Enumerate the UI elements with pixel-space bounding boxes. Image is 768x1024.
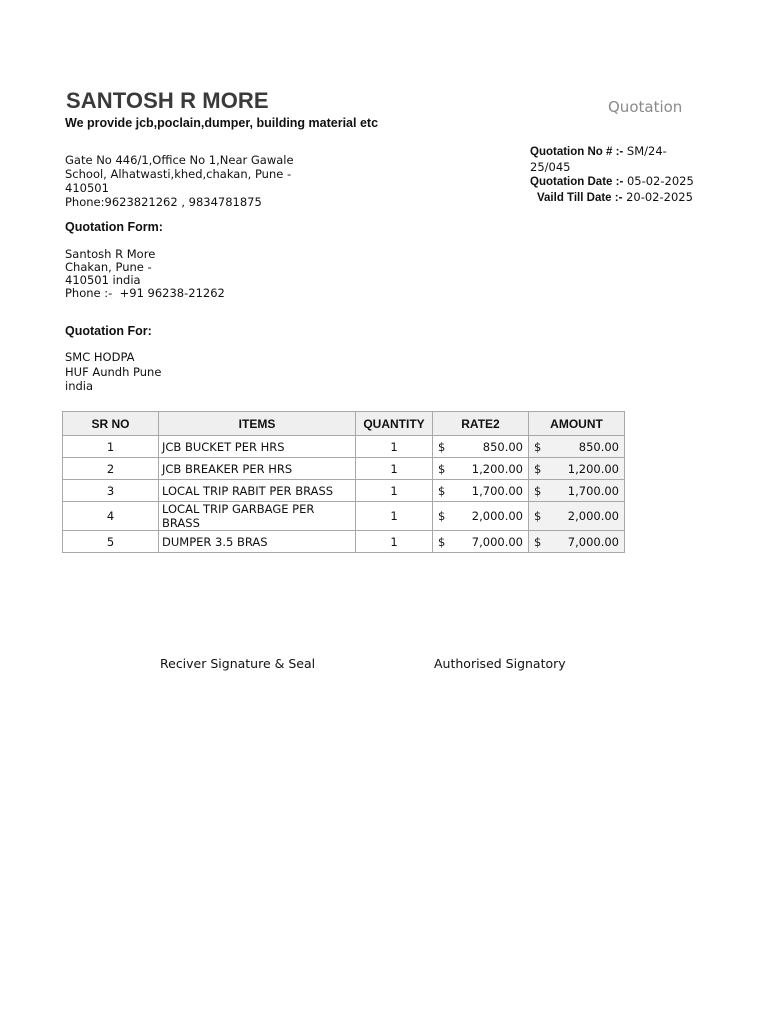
- rate-value: 1,200.00: [471, 461, 523, 476]
- amount-value: 1,700.00: [567, 483, 619, 498]
- table-row: [63, 531, 625, 553]
- rate-value: 850.00: [482, 439, 523, 454]
- col-header-sr-no: SR NO: [63, 412, 159, 436]
- cell-sr-no: 5: [63, 531, 159, 553]
- from-phone: Phone :- +91 96238-21262: [65, 286, 225, 300]
- cell-quantity: 1: [356, 480, 433, 502]
- currency-symbol: $: [438, 439, 446, 454]
- cell-quantity: 1: [356, 531, 433, 553]
- table-row: [63, 502, 625, 531]
- currency-symbol: $: [438, 483, 446, 498]
- cell-item: DUMPER 3.5 BRAS: [159, 531, 356, 553]
- rate-value: 7,000.00: [471, 534, 523, 549]
- address-line: 410501: [65, 181, 109, 195]
- table-header-row: [63, 412, 625, 436]
- currency-symbol: $: [438, 461, 446, 476]
- rate-value: 1,700.00: [471, 483, 523, 498]
- cell-amount: [529, 531, 625, 553]
- col-header-items: ITEMS: [159, 412, 356, 436]
- table-row: [63, 436, 625, 458]
- quotation-no-row: [530, 144, 700, 160]
- quotation-from-heading: Quotation Form:: [65, 220, 163, 234]
- quotation-date-value: 05-02-2025: [626, 174, 694, 188]
- cell-amount: [529, 458, 625, 480]
- currency-symbol: $: [534, 534, 542, 549]
- quotation-no-label: Quotation No # :-: [530, 146, 624, 158]
- cell-amount: [529, 502, 625, 531]
- cell-rate: [433, 502, 529, 531]
- cell-item: LOCAL TRIP GARBAGE PER BRASS: [159, 502, 356, 531]
- currency-symbol: $: [534, 461, 542, 476]
- cell-amount: [529, 436, 625, 458]
- cell-rate: [433, 531, 529, 553]
- col-header-amount: AMOUNT: [529, 412, 625, 436]
- for-line: india: [65, 379, 94, 393]
- currency-symbol: $: [438, 534, 446, 549]
- quotation-date-label: Quotation Date :-: [530, 176, 624, 188]
- from-line: Santosh R More: [65, 247, 156, 261]
- quotation-date-row: [530, 174, 700, 190]
- quotation-meta: [530, 144, 700, 205]
- cell-sr-no: 4: [63, 502, 159, 531]
- valid-till-value: 20-02-2025: [626, 189, 693, 204]
- amount-value: 2,000.00: [567, 509, 619, 523]
- cell-quantity: 1: [356, 502, 433, 531]
- cell-sr-no: 3: [63, 480, 159, 502]
- valid-till-row: [530, 190, 700, 206]
- amount-value: 7,000.00: [567, 534, 619, 549]
- table-row: [63, 458, 625, 480]
- quotation-no-value-cont: 25/045: [530, 159, 571, 174]
- cell-quantity: 1: [356, 436, 433, 458]
- valid-till-label: Vaild Till Date :-: [537, 191, 623, 204]
- amount-value: 1,200.00: [567, 461, 619, 476]
- cell-sr-no: 1: [63, 436, 159, 458]
- from-line: 410501 india: [65, 273, 141, 287]
- cell-item: JCB BREAKER PER HRS: [159, 458, 356, 480]
- currency-symbol: $: [534, 439, 542, 454]
- quotation-no-value: SM/24-: [626, 144, 667, 158]
- currency-symbol: $: [534, 483, 542, 498]
- for-line: HUF Aundh Pune: [65, 364, 162, 379]
- col-header-quantity: QUANTITY: [356, 412, 433, 436]
- company-name: SANTOSH R MORE: [66, 88, 269, 113]
- address-phone: Phone:9623821262 , 9834781875: [65, 195, 262, 209]
- quotation-for-block: [65, 350, 161, 394]
- amount-value: 850.00: [578, 439, 619, 454]
- cell-item: LOCAL TRIP RABIT PER BRASS: [159, 480, 356, 502]
- address-line: Gate No 446/1,Office No 1,Near Gawale: [65, 153, 294, 167]
- cell-rate: [433, 480, 529, 502]
- receiver-signature-label: Reciver Signature & Seal: [160, 656, 316, 671]
- currency-symbol: $: [438, 509, 446, 523]
- items-table: [62, 411, 625, 553]
- for-line: SMC HODPA: [65, 350, 135, 364]
- cell-item: JCB BUCKET PER HRS: [159, 436, 356, 458]
- document-title: Quotation: [608, 98, 683, 116]
- quotation-from-block: [65, 248, 225, 300]
- cell-rate: [433, 458, 529, 480]
- table-row: [63, 480, 625, 502]
- from-line: Chakan, Pune -: [65, 260, 152, 274]
- cell-amount: [529, 480, 625, 502]
- rate-value: 2,000.00: [471, 509, 523, 523]
- cell-sr-no: 2: [63, 458, 159, 480]
- cell-rate: [433, 436, 529, 458]
- quotation-for-heading: Quotation For:: [65, 324, 152, 338]
- cell-quantity: 1: [356, 458, 433, 480]
- company-address: [65, 153, 305, 209]
- authorised-signatory-label: Authorised Signatory: [434, 656, 566, 671]
- currency-symbol: $: [534, 509, 542, 523]
- address-line: School, Alhatwasti,khed,chakan, Pune -: [65, 167, 292, 181]
- company-tagline: We provide jcb,poclain,dumper, building material etc: [65, 116, 379, 130]
- col-header-rate: RATE2: [433, 412, 529, 436]
